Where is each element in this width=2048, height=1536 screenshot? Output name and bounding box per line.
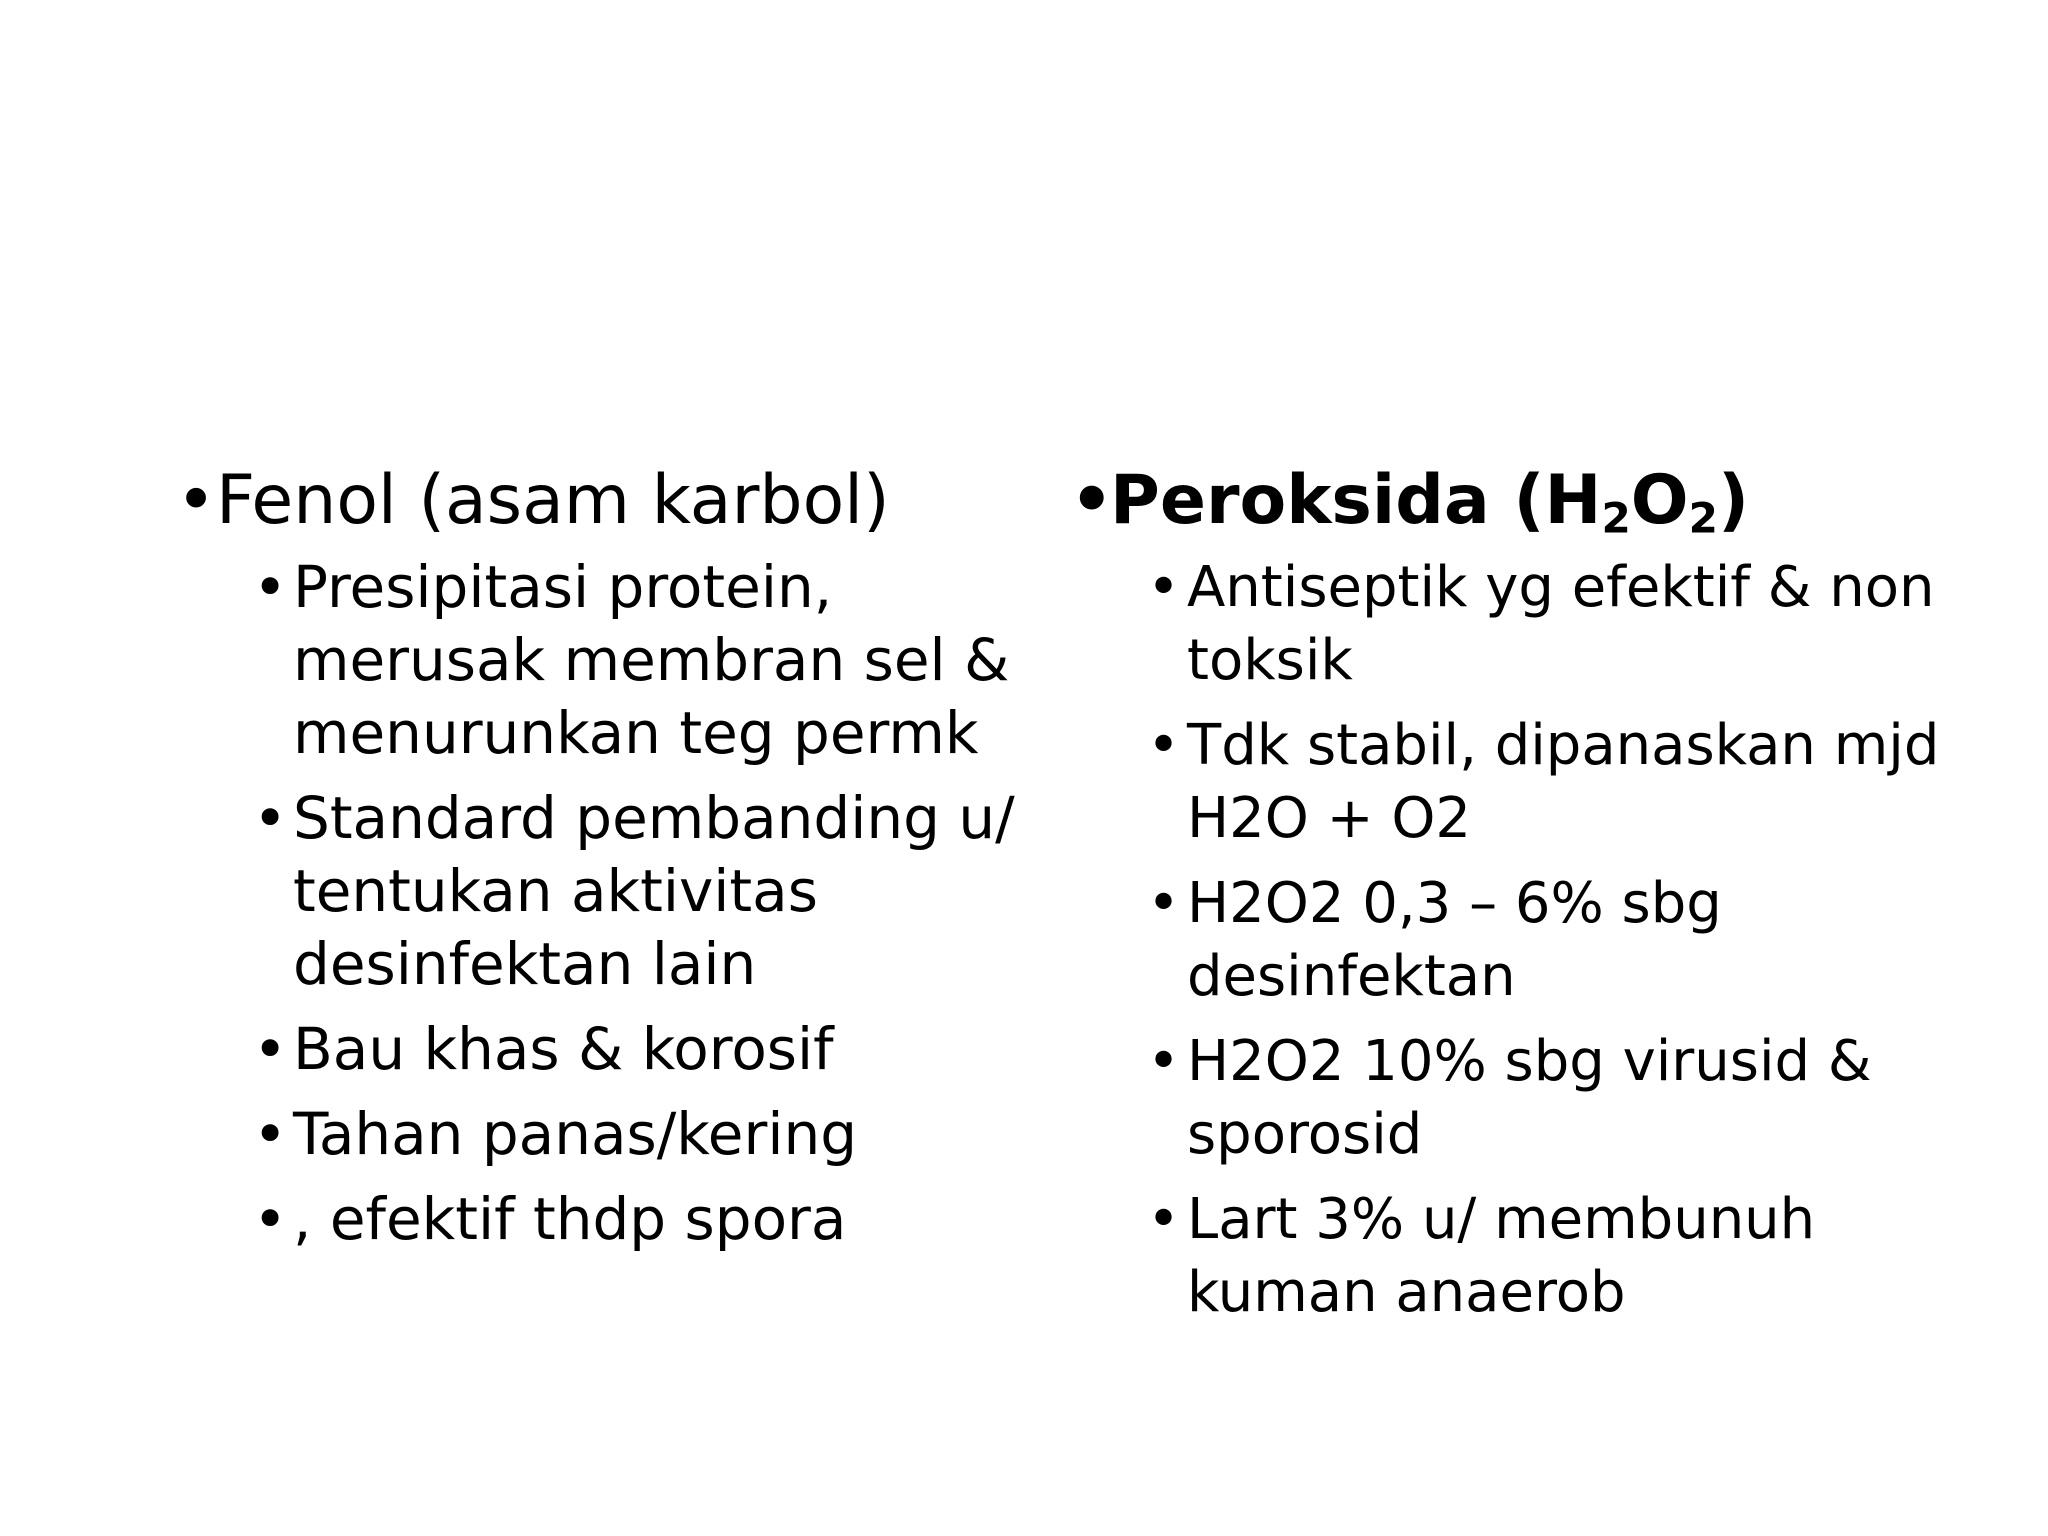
bullet-icon: • bbox=[253, 1185, 288, 1253]
list-item: • Presipitasi protein, merusak membran sel & menurunkan teg permk bbox=[253, 553, 1010, 767]
left-heading bbox=[176, 458, 1016, 543]
left-list bbox=[176, 551, 1016, 1256]
list-item: • Lart 3% u/ membunuh kuman anaerob bbox=[1147, 1183, 1970, 1329]
list-item: • , efektif thdp spora bbox=[253, 1183, 1016, 1256]
bullet-icon: • bbox=[1147, 1187, 1181, 1252]
list-item: • Standard pembanding u/ tentukan aktivitas desinfektan lain bbox=[253, 784, 1015, 998]
bullet-icon: • bbox=[176, 461, 217, 540]
bullet-icon: • bbox=[1147, 871, 1181, 936]
left-heading-text: Fenol (asam karbol) bbox=[216, 461, 890, 540]
bullet-icon: • bbox=[1147, 1029, 1181, 1094]
list-item: • Tahan panas/kering bbox=[253, 1098, 1016, 1171]
bullet-icon: • bbox=[1070, 461, 1114, 540]
list-item: • H2O2 0,3 – 6% sbg desinfektan bbox=[1147, 867, 1970, 1013]
bullet-icon: • bbox=[253, 553, 288, 621]
list-item: • H2O2 10% sbg virusid & sporosid bbox=[1147, 1025, 1970, 1171]
right-heading-text: Peroksida $(H_2O_2)$ bbox=[1110, 461, 1750, 543]
list-item: • Antiseptik yg efektif & non toksik bbox=[1147, 551, 1970, 697]
right-column bbox=[1070, 458, 1970, 1341]
bullet-icon: • bbox=[253, 1100, 288, 1168]
bullet-icon: • bbox=[253, 1015, 288, 1083]
list-item: • Tdk stabil, dipanaskan mjd H2O + O2 bbox=[1147, 709, 1970, 855]
bullet-icon: • bbox=[1147, 555, 1181, 620]
bullet-icon: • bbox=[253, 784, 288, 852]
right-heading bbox=[1070, 458, 1970, 543]
right-list bbox=[1070, 551, 1970, 1329]
list-item: • Bau khas & korosif bbox=[253, 1013, 1016, 1086]
bullet-icon: • bbox=[1147, 713, 1181, 778]
left-column bbox=[176, 458, 1016, 1268]
